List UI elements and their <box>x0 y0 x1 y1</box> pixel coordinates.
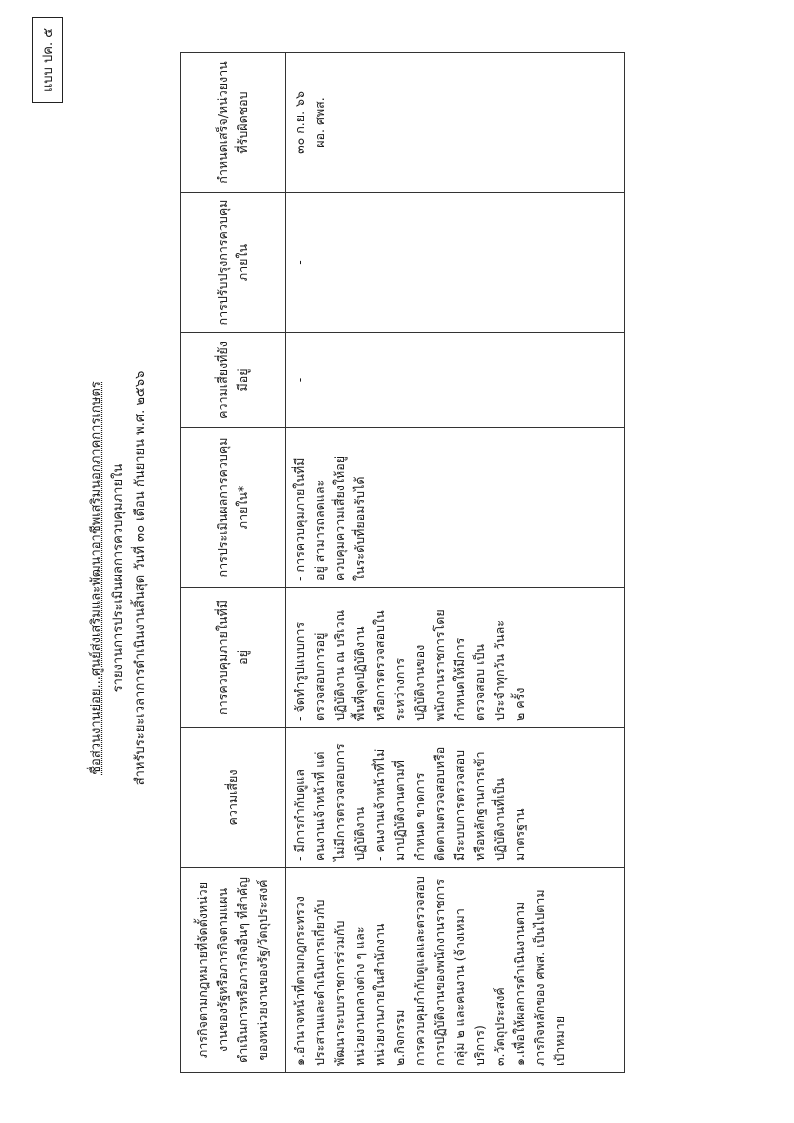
evaluation-line: อยู่ สามารถลดและ <box>312 479 327 581</box>
risk-line: ปฏิบัติงานที่เป็น <box>492 777 507 861</box>
remaining-risk-value: - <box>292 377 307 383</box>
mission-line: ๑.เพื่อให้ผลการดำเนินงานตาม <box>512 901 527 1066</box>
control-line: กำหนดให้มีการ <box>452 637 467 721</box>
control-line: ตรวจสอบ เป็น <box>472 644 487 721</box>
form-code-label: แบบ ปค. ๕ <box>32 17 63 103</box>
responsible-unit: ผอ. ศพส. <box>312 97 327 148</box>
column-header-improvement: การปรับปรุงการควบคุมภายใน <box>181 193 286 333</box>
mission-line: ประสานและดำเนินการเกี่ยวกับ <box>312 899 327 1066</box>
control-line: ปฏิบัติงานของ <box>412 644 427 721</box>
mission-line: ภารกิจหลักของ ศพส. เป็นไปตาม <box>532 889 547 1066</box>
column-header-due: กำหนดเสร็จ/หน่วยงานที่รับผิดชอบ <box>181 53 286 193</box>
mission-line: ๒.กิจกรรม <box>392 1009 407 1066</box>
control-line: พื้นที่จุดปฏิบัติงาน <box>352 626 367 721</box>
cell-mission <box>286 868 625 1073</box>
mission-line: บริการ) <box>472 1025 487 1066</box>
column-header-mission: ภารกิจตามกฎหมายที่จัดตั้งหน่วยงานของรัฐหรือภารกิจตามแผนดำเนินการหรือภารกิจอื่นๆ ที่สำคัญของหน่วยงานของรัฐ/วัตถุประสงค์ <box>181 868 286 1073</box>
risk-line: กำหนด ขาดการ <box>412 772 427 861</box>
cell-evaluation <box>286 428 625 588</box>
column-header-risk: ความเสี่ยง <box>181 728 286 868</box>
risk-line: ปฏิบัติงาน <box>352 806 367 861</box>
column-header-existing-control: การควบคุมภายในที่มีอยู่ <box>181 588 286 728</box>
risk-line: มาปฏิบัติงานตามที่ <box>392 760 407 861</box>
mission-line: หน่วยงานภายในสำนักงาน <box>372 923 387 1066</box>
table-header-row <box>181 53 286 1073</box>
cell-existing-control <box>286 588 625 728</box>
mission-line: กลุ่ม ๒ และคนงาน (จ้างเหมา <box>452 908 467 1066</box>
evaluation-line: - การควบคุมภายในที่มี <box>292 457 307 581</box>
control-line: ๒ ครั้ง <box>512 687 527 721</box>
mission-line: พัฒนาระบบราชการร่วมกับ <box>332 920 347 1066</box>
cell-remaining-risk <box>286 333 625 428</box>
mission-line: หน่วยงานกลางต่าง ๆ และ <box>352 926 367 1066</box>
mission-line: การควบคุมกำกับดูแลและตรวจสอบ <box>412 876 427 1066</box>
due-date: ๓๐ ก.ย. ๖๖ <box>292 91 307 154</box>
cell-risk <box>286 728 625 868</box>
report-title: รายงานการประเมินผลการควบคุมภายใน <box>111 463 126 693</box>
control-line: หรือการตรวจสอบใน <box>372 610 387 721</box>
table-row <box>286 53 625 1073</box>
cell-due <box>286 53 625 193</box>
risk-line: มาตรฐาน <box>512 808 527 861</box>
control-line: ปฏิบัติงาน ณ บริเวณ <box>332 609 347 721</box>
risk-line: หรือหลักฐานการเข้า <box>472 751 487 861</box>
report-header <box>86 113 152 1043</box>
control-line: ระหว่างการ <box>392 657 407 721</box>
risk-line: คนงานเจ้าหน้าที่ แต่ <box>312 751 327 861</box>
mission-line: การปฏิบัติงานของพนักงานราชการ <box>432 878 447 1066</box>
column-header-remaining-risk: ความเสี่ยงที่ยังมีอยู่ <box>181 333 286 428</box>
column-header-evaluation: การประเมินผลการควบคุมภายใน* <box>181 428 286 588</box>
risk-line: ไม่มีการตรวจสอบการ <box>332 743 347 861</box>
risk-line: มีระบบการตรวจสอบ <box>452 749 467 861</box>
internal-control-table <box>180 52 625 1073</box>
evaluation-line: ในระดับที่ยอมรับได้ <box>352 476 367 581</box>
mission-line: เป้าหมาย <box>552 1015 567 1066</box>
risk-line: - คนงานเจ้าหน้าที่ไม่ <box>372 748 387 861</box>
evaluation-line: ควบคุมความเสี่ยงให้อยู่ <box>332 455 347 581</box>
control-line: พนักงานราชการโดย <box>432 609 447 721</box>
control-line: ประจำทุกวัน วันละ <box>492 620 507 721</box>
risk-line: ติดตามตรวจสอบหรือ <box>432 746 447 861</box>
control-line: ตรวจสอบการอยู่ <box>312 632 327 721</box>
report-period: สำหรับระยะเวลาการดำเนินงานสิ้นสุด วันที่ ๓๐ เดือน กันยายน พ.ศ. ๒๕๖๖ <box>133 370 148 786</box>
mission-line: ๑.อำนาจหน้าที่ตามกฎกระทรวง <box>292 896 307 1066</box>
unit-name: ชื่อส่วนงานย่อย...ศูนย์ส่งเสริมและพัฒนาอาชีพเสริมนอกภาคการเกษตร <box>89 381 104 775</box>
mission-line: ๓.วัตถุประสงค์ <box>492 987 507 1066</box>
control-line: - จัดทำรูปแบบการ <box>292 621 307 721</box>
risk-line: - มีการกำกับดูแล <box>292 769 307 861</box>
cell-improvement <box>286 193 625 333</box>
improvement-value: - <box>292 260 307 265</box>
